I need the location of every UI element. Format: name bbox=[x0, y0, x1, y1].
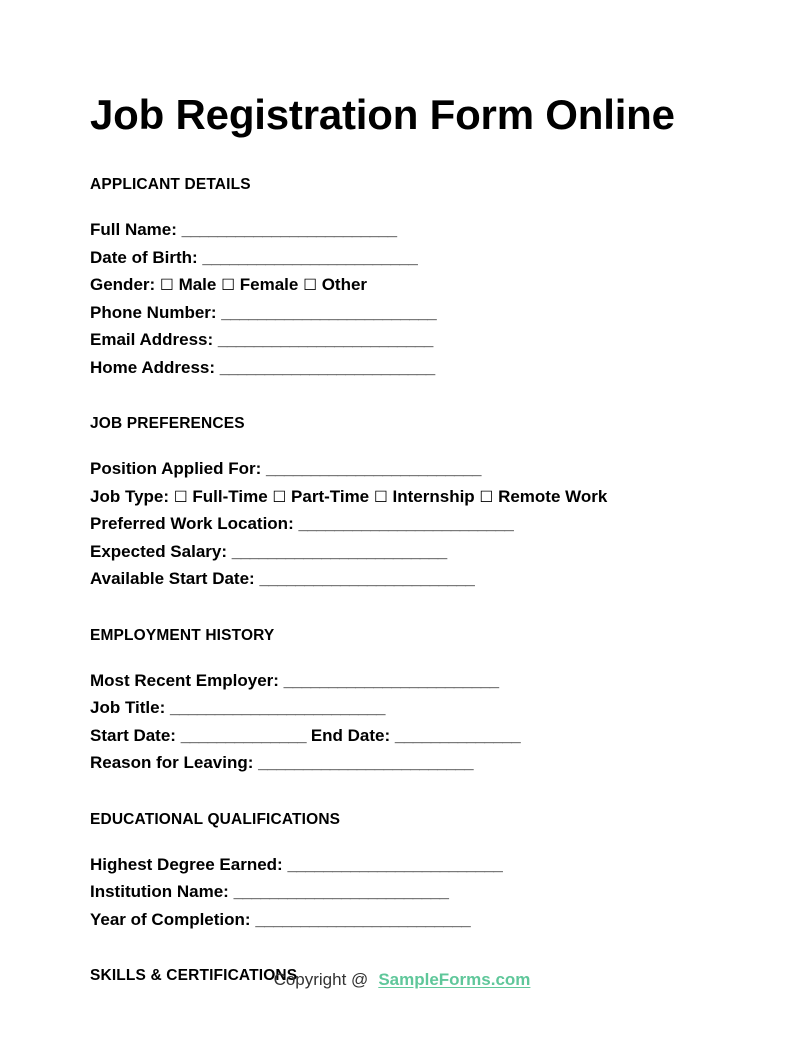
section-heading: EMPLOYMENT HISTORY bbox=[90, 626, 275, 644]
checkbox-icon[interactable]: ☐ bbox=[173, 487, 188, 506]
fill-in-blank[interactable]: ________________________ bbox=[287, 854, 503, 874]
sampleforms-link[interactable]: SampleForms.com bbox=[378, 970, 531, 989]
page-footer bbox=[0, 968, 804, 992]
field-label: Job Type: bbox=[90, 486, 170, 506]
fill-in-blank[interactable]: ________________________ bbox=[258, 753, 474, 772]
form-field-row bbox=[90, 749, 714, 777]
fill-in-blank[interactable]: ________________________ bbox=[231, 541, 447, 561]
checkbox-option-label[interactable]: Internship bbox=[392, 486, 475, 506]
page-title: Job Registration Form Online bbox=[90, 91, 675, 138]
form-field-row bbox=[90, 565, 714, 593]
field-label: Expected Salary: bbox=[90, 541, 228, 561]
fill-in-blank[interactable]: ________________________ bbox=[181, 220, 397, 239]
section-heading: JOB PREFERENCES bbox=[90, 415, 245, 432]
field-label: Preferred Work Location: bbox=[90, 514, 294, 533]
checkbox-option-label[interactable]: Male bbox=[178, 275, 217, 294]
checkbox-option-label[interactable]: Female bbox=[239, 275, 299, 294]
fill-in-blank[interactable]: ______________ bbox=[394, 725, 521, 745]
checkbox-option-label[interactable]: Remote Work bbox=[498, 486, 608, 506]
field-label: Phone Number: bbox=[90, 302, 217, 322]
fill-in-blank[interactable]: ________________________ bbox=[219, 357, 435, 377]
form-field-row bbox=[90, 216, 714, 244]
fill-in-blank[interactable]: ________________________ bbox=[217, 330, 433, 349]
field-label: Position Applied For: bbox=[90, 459, 262, 478]
checkbox-icon[interactable]: ☐ bbox=[272, 487, 287, 506]
fill-in-blank[interactable]: ________________________ bbox=[221, 302, 437, 322]
form-field-row bbox=[90, 510, 714, 538]
section-heading: APPLICANT DETAILS bbox=[90, 176, 251, 193]
section-heading: SKILLS & CERTIFICATIONS bbox=[90, 967, 298, 984]
section-applicant-details bbox=[90, 175, 714, 381]
fill-in-blank[interactable]: ______________ bbox=[180, 725, 307, 745]
field-label: Start Date: bbox=[90, 725, 176, 745]
copyright-text: Copyright @ bbox=[273, 970, 369, 989]
form-sections bbox=[90, 175, 714, 986]
fill-in-blank[interactable]: ________________________ bbox=[255, 909, 471, 929]
form-field-row bbox=[90, 538, 714, 566]
field-label: Highest Degree Earned: bbox=[90, 854, 283, 874]
section-employment-history bbox=[90, 626, 714, 777]
form-field-row bbox=[90, 722, 714, 750]
fill-in-blank[interactable]: ________________________ bbox=[283, 670, 499, 690]
checkbox-icon[interactable]: ☐ bbox=[479, 487, 494, 506]
section-educational-qualifications bbox=[90, 810, 714, 934]
form-field-row bbox=[90, 694, 714, 722]
checkbox-icon[interactable]: ☐ bbox=[221, 276, 235, 294]
field-label: Job Title: bbox=[90, 698, 166, 717]
checkbox-icon[interactable]: ☐ bbox=[159, 276, 174, 294]
checkbox-icon[interactable]: ☐ bbox=[303, 276, 317, 294]
form-field-row bbox=[90, 483, 714, 511]
field-label: Institution Name: bbox=[90, 882, 229, 901]
field-label: Full Name: bbox=[90, 220, 177, 239]
form-field-row bbox=[90, 299, 714, 327]
form-field-row bbox=[90, 878, 714, 906]
form-field-row bbox=[90, 667, 714, 695]
section-heading: EDUCATIONAL QUALIFICATIONS bbox=[90, 810, 341, 828]
form-field-row bbox=[90, 326, 714, 354]
checkbox-option-label[interactable]: Full-Time bbox=[192, 486, 268, 506]
fill-in-blank[interactable]: ________________________ bbox=[169, 698, 385, 717]
field-label: End Date: bbox=[310, 725, 391, 745]
field-label: Year of Completion: bbox=[90, 909, 251, 929]
field-label: Date of Birth: bbox=[90, 247, 198, 267]
field-group bbox=[90, 455, 714, 593]
field-group bbox=[90, 216, 714, 381]
fill-in-blank[interactable]: ________________________ bbox=[233, 882, 449, 901]
section-job-preferences bbox=[90, 414, 714, 593]
fill-in-blank[interactable]: ________________________ bbox=[298, 514, 514, 533]
form-field-row bbox=[90, 271, 714, 299]
field-label: Gender: bbox=[90, 275, 156, 294]
form-field-row bbox=[90, 354, 714, 382]
field-group bbox=[90, 851, 714, 934]
fill-in-blank[interactable]: ________________________ bbox=[259, 569, 475, 588]
field-label: Most Recent Employer: bbox=[90, 670, 279, 690]
form-field-row bbox=[90, 244, 714, 272]
fill-in-blank[interactable]: ________________________ bbox=[202, 247, 418, 267]
checkbox-icon[interactable]: ☐ bbox=[373, 487, 388, 506]
field-label: Email Address: bbox=[90, 330, 214, 349]
checkbox-option-label[interactable]: Part-Time bbox=[291, 486, 370, 506]
field-label: Home Address: bbox=[90, 357, 216, 377]
fill-in-blank[interactable]: ________________________ bbox=[265, 459, 481, 478]
checkbox-option-label[interactable]: Other bbox=[321, 275, 368, 294]
field-label: Available Start Date: bbox=[90, 569, 255, 588]
form-field-row bbox=[90, 455, 714, 483]
form-field-row bbox=[90, 906, 714, 934]
field-group bbox=[90, 667, 714, 777]
form-field-row bbox=[90, 851, 714, 879]
field-label: Reason for Leaving: bbox=[90, 753, 254, 772]
